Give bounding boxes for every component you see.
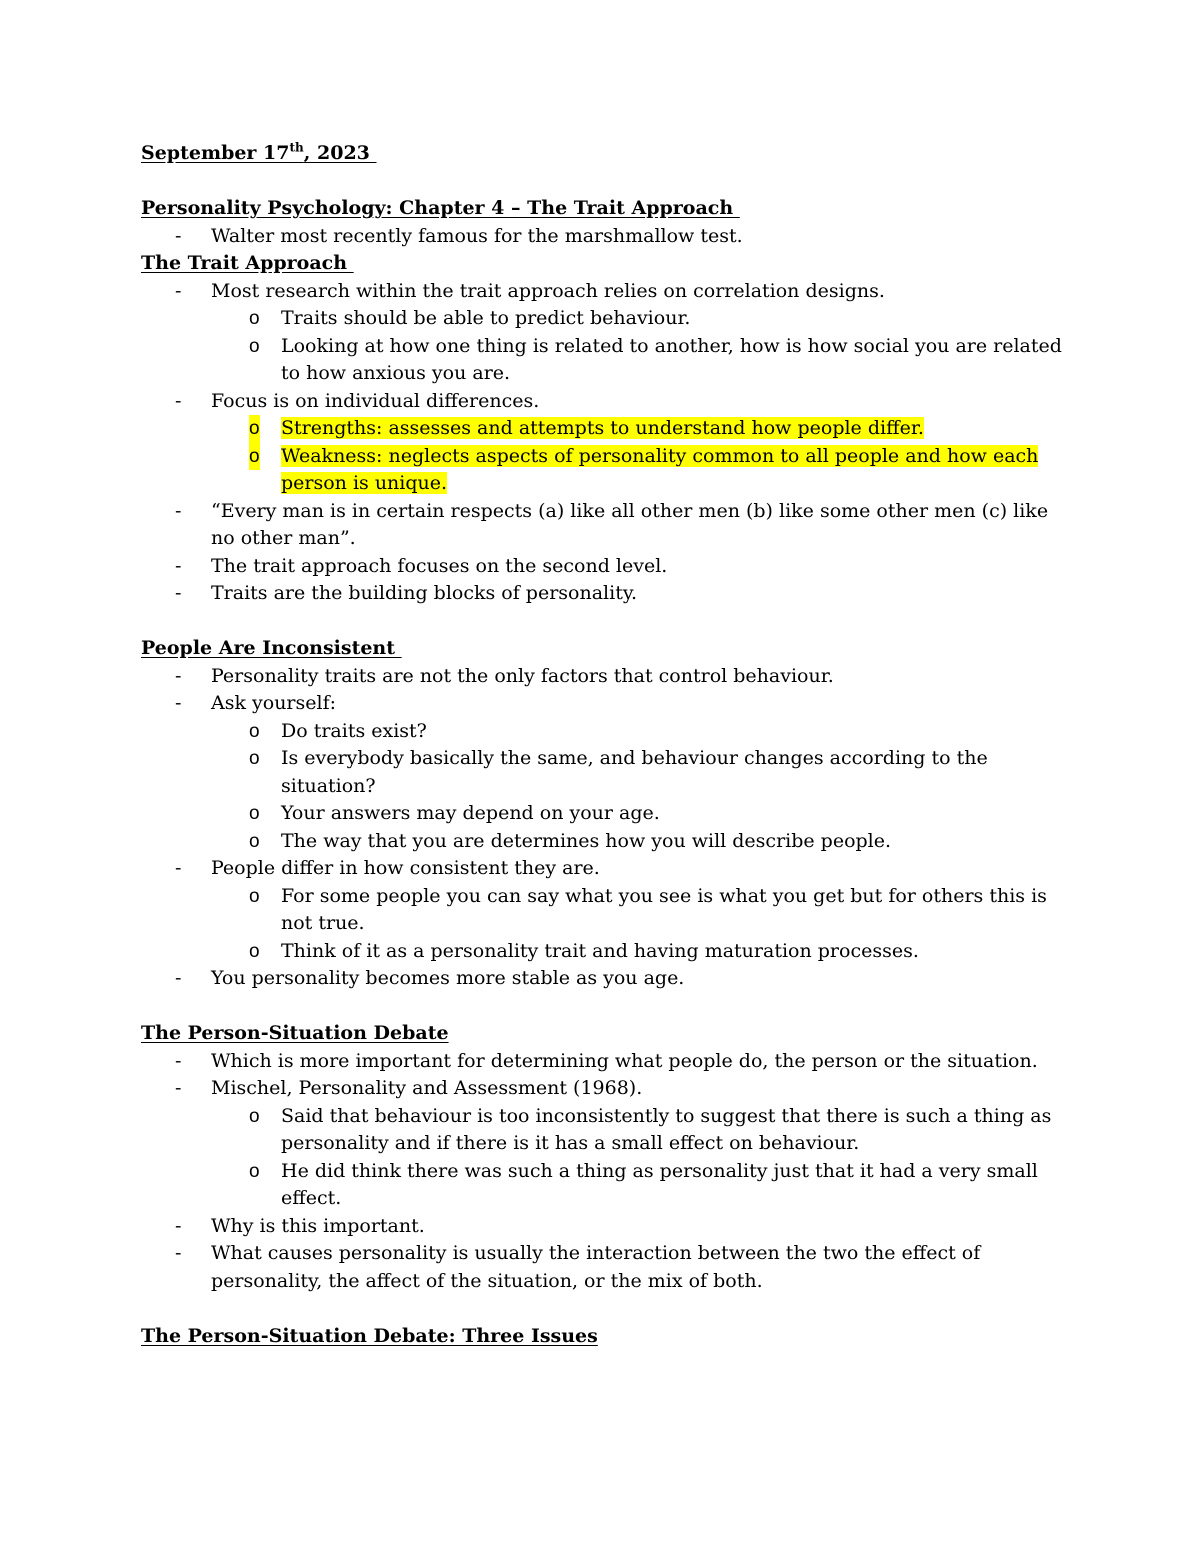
- document-title: Personality Psychology: Chapter 4 – The Trait Approach: [141, 197, 740, 219]
- section-heading-people-inconsistent: People Are Inconsistent: [141, 637, 402, 659]
- list-item: - Why is this important.: [175, 1214, 425, 1237]
- section-heading-trait-approach: The Trait Approach: [141, 252, 354, 274]
- sub-list-item: o Looking at how one thing is related to another, how is how social you are related to how anxious you are.: [249, 334, 1062, 384]
- list-item: - Which is more important for determining what people do, the person or the situation.: [175, 1049, 1038, 1072]
- sub-list-item: o Do traits exist?: [249, 719, 427, 742]
- highlighted-sub-list-item: o Strengths: assesses and attempts to understand how people differ.: [211, 415, 1071, 443]
- spacer: [141, 168, 1071, 196]
- sub-list-item: o Said that behaviour is too inconsistently to suggest that there is such a thing as personality and if there is it has a small effect on behaviour.: [249, 1104, 1052, 1154]
- document-page: [141, 140, 1071, 1350]
- sub-list-item: o He did think there was such a thing as personality just that it had a very small effect.: [249, 1159, 1038, 1209]
- sub-list: [211, 883, 1071, 966]
- sub-list: [211, 1103, 1071, 1213]
- section-heading-three-issues: The Person-Situation Debate: Three Issues: [141, 1324, 598, 1347]
- list-item: - Traits are the building blocks of personality.: [175, 582, 638, 604]
- list-item: - What causes personality is usually the interaction between the two the effect of personality, the affect of the situation, or the mix of both.: [175, 1242, 981, 1292]
- list-item: - “Every man is in certain respects (a) like all other men (b) like some other men (c) like no other man”.: [175, 499, 1049, 549]
- list-item: - The trait approach focuses on the second level.: [175, 554, 668, 577]
- sub-list: [211, 305, 1071, 388]
- date-heading: September 17th, 2023: [141, 140, 377, 164]
- list-item: - Mischel, Personality and Assessment (1968). o Said that behaviour is too inconsistently to suggest that there is such a thing as personality and if there is it has a small effect on behaviour. o He did think there was such a thing as personality just that it had a very small effect.: [141, 1075, 1071, 1213]
- section-heading-person-situation-debate: The Person-Situation Debate: [141, 1022, 449, 1044]
- sub-list-item: o Traits should be able to predict behaviour.: [249, 307, 691, 329]
- sub-list-item: o Your answers may depend on your age.: [249, 802, 660, 824]
- sub-list-highlighted: [211, 415, 1071, 498]
- list-item: - Personality traits are not the only factors that control behaviour.: [175, 664, 834, 687]
- debate-list: [141, 1048, 1071, 1296]
- spacer: [141, 608, 1071, 636]
- list-item: - Most research within the trait approach relies on correlation designs. o Traits should be able to predict behaviour. o Looking at how one thing is related to another, how is how social you are related to how anxious you are.: [141, 278, 1071, 388]
- list-item: - Ask yourself: o Do traits exist? o Is everybody basically the same, and behaviour changes according to the situation? o Your answers may depend on your age. o The way that you are determines how you will describe people.: [141, 690, 1071, 855]
- list-item: - You personality becomes more stable as you age.: [175, 967, 685, 989]
- sub-list-item: o Is everybody basically the same, and behaviour changes according to the situation?: [249, 747, 988, 797]
- sub-list: [211, 718, 1071, 856]
- spacer: [141, 993, 1071, 1021]
- highlighted-sub-list-item: o Weakness: neglects aspects of personality common to all people and how each person is unique.: [249, 444, 1039, 494]
- intro-list: [141, 223, 1071, 251]
- spacer: [141, 1295, 1071, 1323]
- trait-approach-list: [141, 278, 1071, 608]
- inconsistent-list: [141, 663, 1071, 993]
- list-item: - Focus is on individual differences. o Strengths: assesses and attempts to understand how people differ. o Weakness: neglects aspects of personality common to all people and how each person is unique.: [141, 388, 1071, 498]
- sub-list-item: o The way that you are determines how you will describe people.: [249, 829, 892, 852]
- list-item: - Walter most recently famous for the marshmallow test.: [175, 224, 743, 247]
- list-item: - People differ in how consistent they are. o For some people you can say what you see is what you get but for others this is not true. o Think of it as a personality trait and having maturation processes.: [141, 855, 1071, 965]
- sub-list-item: o Think of it as a personality trait and having maturation processes.: [249, 939, 919, 962]
- sub-list-item: o For some people you can say what you see is what you get but for others this is not true.: [249, 884, 1047, 934]
